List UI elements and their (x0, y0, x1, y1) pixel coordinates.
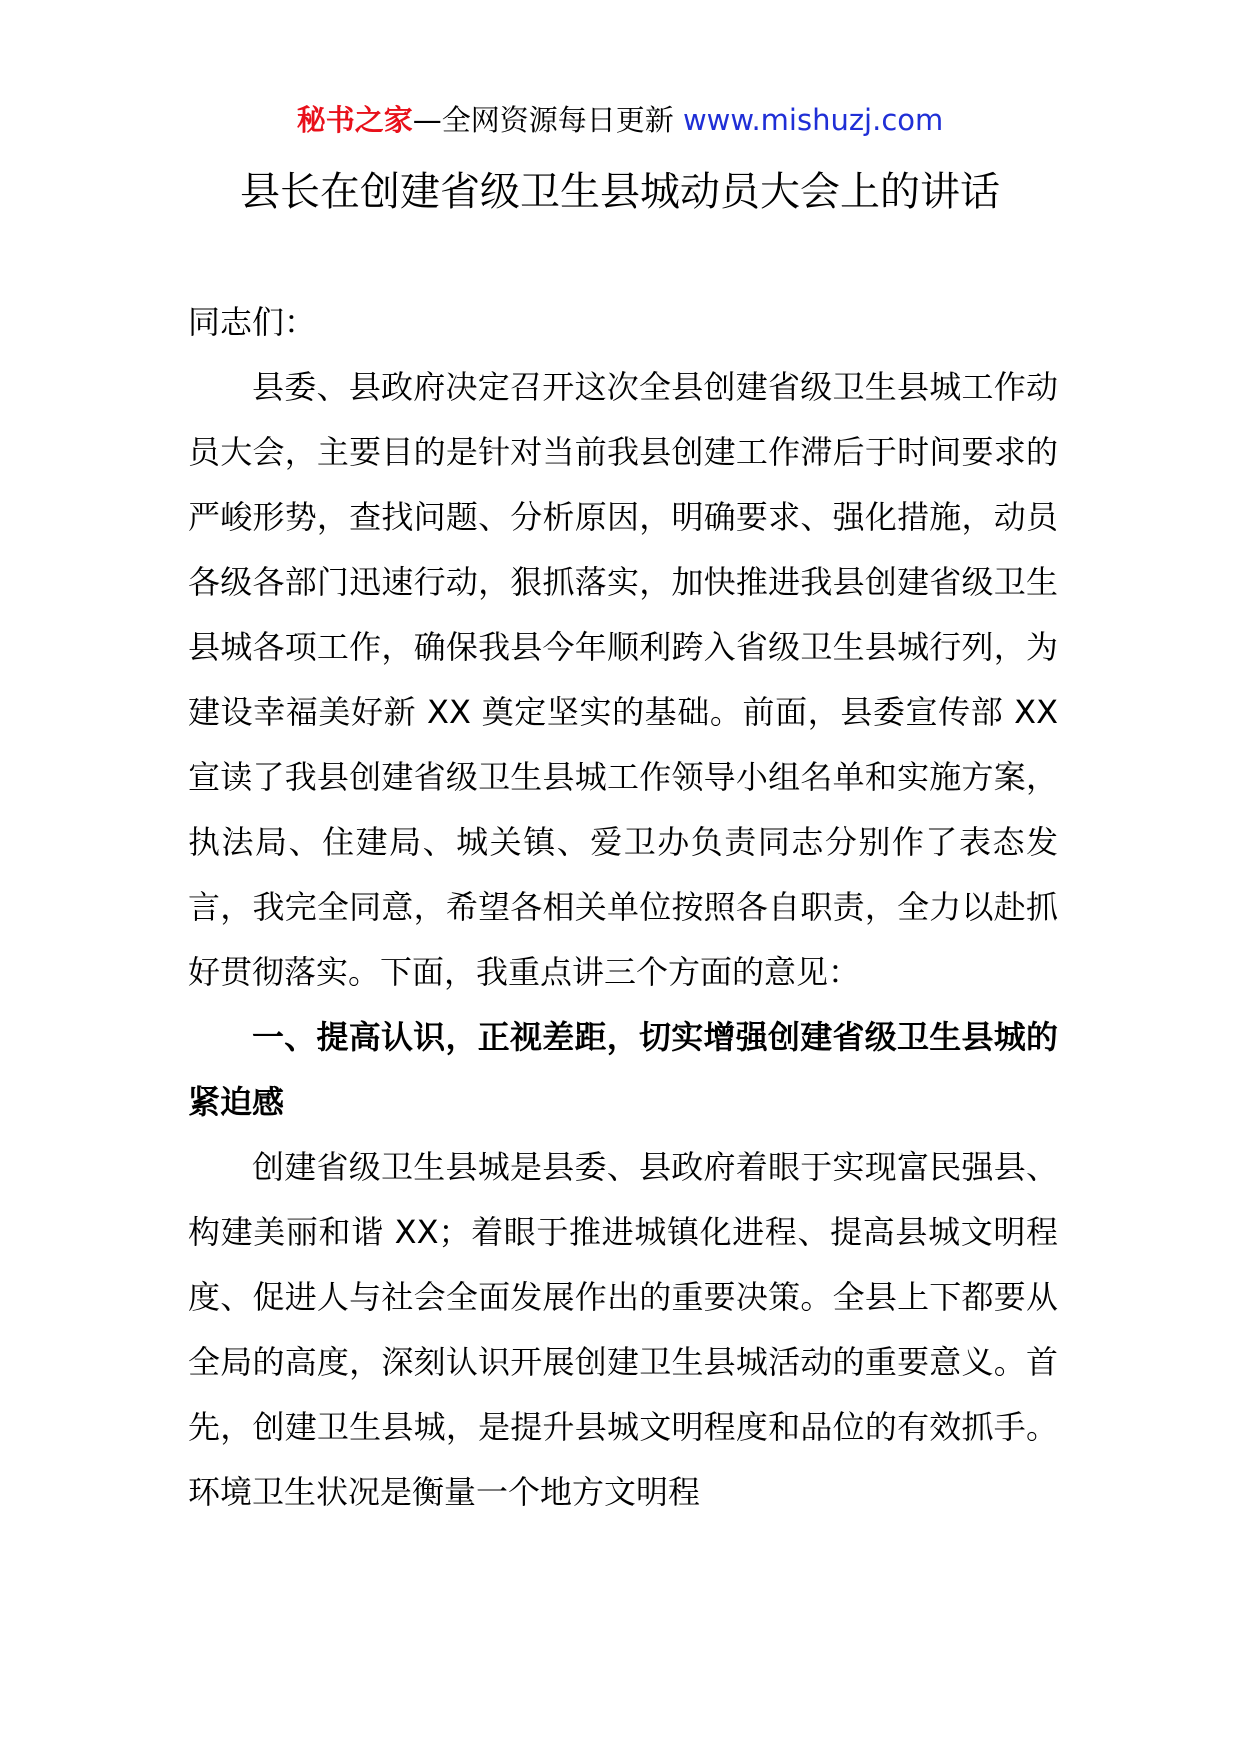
document-body (188, 290, 1058, 1525)
site-brand-name: 秘书之家 (296, 103, 413, 137)
site-banner (0, 100, 1240, 140)
body-paragraph-1: 县委、县政府决定召开这次全县创建省级卫生县城工作动员大会，主要目的是针对当前我县创建工作滞后于时间要求的严峻形势，查找问题、分析原因，明确要求、强化措施，动员各级各部门迅速行动，狠抓落实，加快推进我县创建省级卫生县城各项工作，确保我县今年顺利跨入省级卫生县城行列，为建设幸福美好新 XX 奠定坚实的基础。前面，县委宣传部 XX 宣读了我县创建省级卫生县城工作领导小组名单和实施方案，执法局、住建局、城关镇、爱卫办负责同志分别作了表态发言，我完全同意，希望各相关单位按照各自职责，全力以赴抓好贯彻落实。下面，我重点讲三个方面的意见： (188, 368, 1058, 991)
greeting-line: 同志们： (188, 303, 317, 341)
site-slogan: —全网资源每日更新 (412, 103, 683, 137)
section-heading-1: 一、提高认识，正视差距，切实增强创建省级卫生县城的紧迫感 (188, 1018, 1058, 1121)
document-title: 县长在创建省级卫生县城动员大会上的讲话 (240, 169, 1000, 215)
body-paragraph-2: 创建省级卫生县城是县委、县政府着眼于实现富民强县、构建美丽和谐 XX；着眼于推进城镇化进程、提高县城文明程度、促进人与社会全面发展作出的重要决策。全县上下都要从全局的高度，深刻认识开展创建卫生县城活动的重要意义。首先，创建卫生县城，是提升县城文明程度和品位的有效抓手。环境卫生状况是衡量一个地方文明程 (188, 1148, 1058, 1511)
site-url-link[interactable]: www.mishuzj.com (682, 103, 944, 137)
